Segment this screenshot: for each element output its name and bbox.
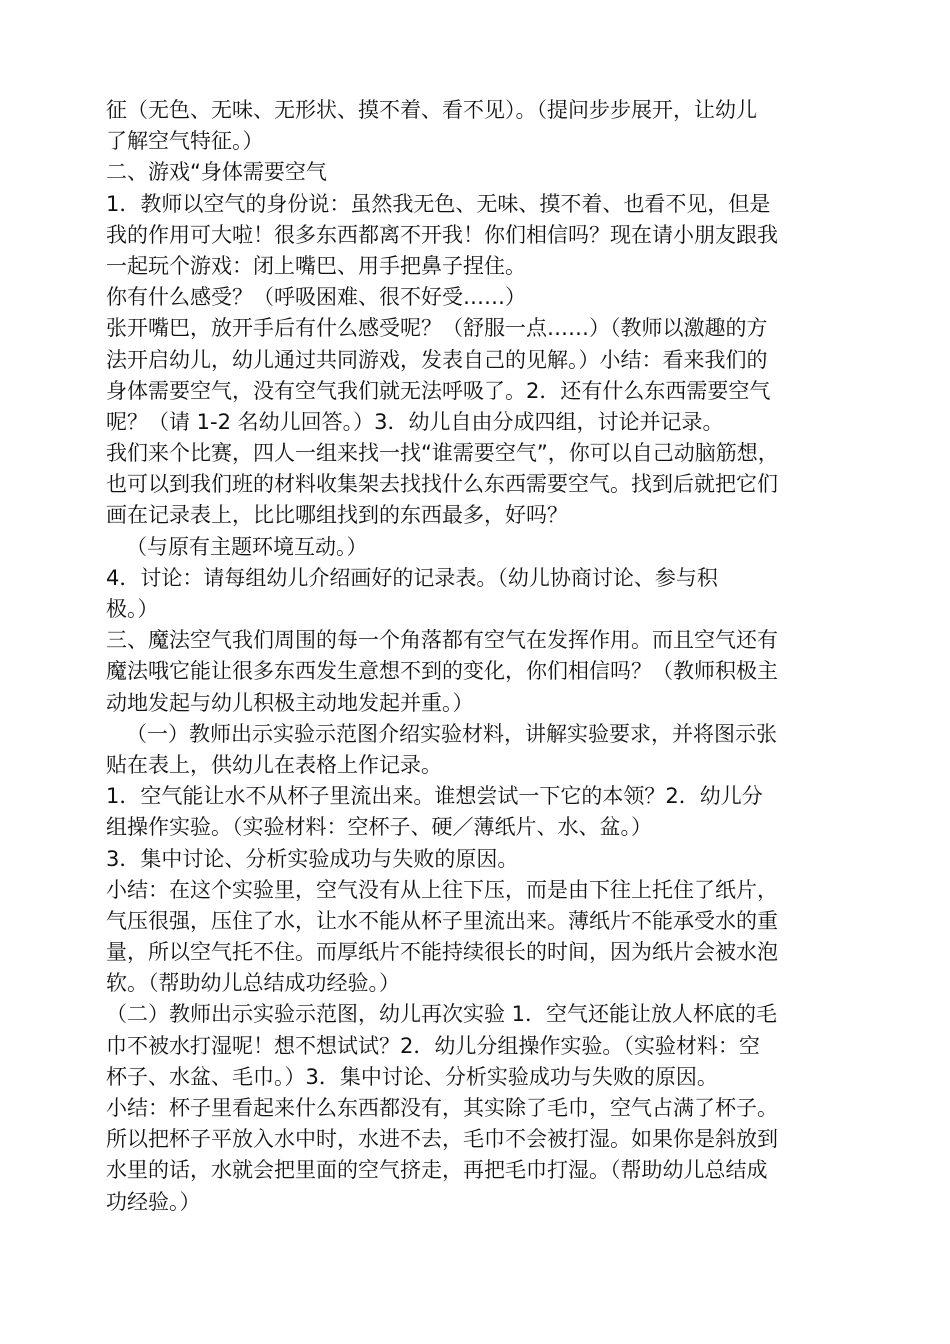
text-line: 动地发起与幼儿积极主动地发起并重。） xyxy=(106,690,474,715)
text-line: 小结：杯子里看起来什么东西都没有，其实除了毛巾，空气占满了杯子。 xyxy=(106,1096,778,1120)
text-line: 法开启幼儿，幼儿通过共同游戏，发表自己的见解。）小结：看来我们的 xyxy=(106,347,768,372)
document-body xyxy=(106,95,866,1218)
text-line: 量，所以空气托不住。而厚纸片不能持续很长的时间，因为纸片会被水泡 xyxy=(106,940,778,965)
text-line: 3．集中讨论、分析实验成功与失败的原因。 xyxy=(106,846,519,871)
text-line: 杯子、水盆、毛巾。）3．集中讨论、分析实验成功与失败的原因。 xyxy=(106,1064,718,1089)
text-line: 极。） xyxy=(106,597,159,621)
text-line: 水里的话，水就会把里面的空气挤走，再把毛巾打湿。（帮助幼儿总结成 xyxy=(106,1158,768,1183)
text-line: 呢？（请 1-2 名幼儿回答。）3．幼儿自由分成四组，讨论并记录。 xyxy=(106,409,724,434)
text-line: 了解空气特征。） xyxy=(106,129,264,154)
text-line: 巾不被水打湿呢！想不想试试？2．幼儿分组操作实验。（实验材料：空 xyxy=(106,1033,760,1058)
section-heading: 三、魔法空气我们周围的每一个角落都有空气在发挥作用。而且空气还有 xyxy=(106,628,778,653)
text-line: 1．教师以空气的身份说：虽然我无色、无味、摸不着、也看不见，但是 xyxy=(106,191,771,216)
text-line: 我们来个比赛，四人一组来找一找“谁需要空气”，你可以自己动脑筋想， xyxy=(106,441,779,466)
text-line: 1．空气能让水不从杯子里流出来。谁想尝试一下它的本领？2．幼儿分 xyxy=(106,784,763,809)
text-line: 气压很强，压住了水，让水不能从杯子里流出来。薄纸片不能承受水的重 xyxy=(106,908,778,933)
text-line: 所以把杯子平放入水中时，水进不去，毛巾不会被打湿。如果你是斜放到 xyxy=(106,1127,778,1152)
section-heading: 二、游戏“身体需要空气 xyxy=(106,160,327,185)
text-line: 组操作实验。（实验材料：空杯子、硬／薄纸片、水、盆。） xyxy=(106,815,652,840)
text-line: 身体需要空气，没有空气我们就无法呼吸了。2．还有什么东西需要空气 xyxy=(106,378,771,403)
text-line: 画在记录表上，比比哪组找到的东西最多，好吗？ xyxy=(106,503,568,528)
text-line: 一起玩个游戏：闭上嘴巴、用手把鼻子捏住。 xyxy=(106,253,526,278)
text-line: 魔法哦它能让很多东西发生意想不到的变化，你们相信吗？（教师积极主 xyxy=(106,659,778,684)
text-line: 你有什么感受？（呼吸困难、很不好受……） xyxy=(106,285,526,310)
text-line: 我的作用可大啦！很多东西都离不开我！你们相信吗？现在请小朋友跟我 xyxy=(106,222,778,247)
text-line: 征（无色、无味、无形状、摸不着、看不见）。（提问步步展开，让幼儿 xyxy=(106,98,757,122)
text-line: （与原有主题环境互动。） xyxy=(126,534,368,559)
text-line: 4．讨论：请每组幼儿介绍画好的记录表。（幼儿协商讨论、参与积 xyxy=(106,565,718,590)
text-line: 也可以到我们班的材料收集架去找找什么东西需要空气。找到后就把它们 xyxy=(106,472,778,497)
text-line: 张开嘴巴，放开手后有什么感受呢？（舒服一点……）（教师以激趣的方 xyxy=(106,316,768,341)
text-line: （二）教师出示实验示范图，幼儿再次实验 1．空气还能让放人杯底的毛 xyxy=(106,1002,778,1027)
text-line: 小结：在这个实验里，空气没有从上往下压，而是由下往上托住了纸片， xyxy=(106,877,778,902)
text-line: 贴在表上，供幼儿在表格上作记录。 xyxy=(106,752,442,777)
text-line: 功经验。） xyxy=(106,1189,201,1214)
text-line: （一）教师出示实验示范图介绍实验材料，讲解实验要求，并将图示张 xyxy=(126,721,777,746)
text-line: 软。（帮助幼儿总结成功经验。） xyxy=(106,971,400,996)
